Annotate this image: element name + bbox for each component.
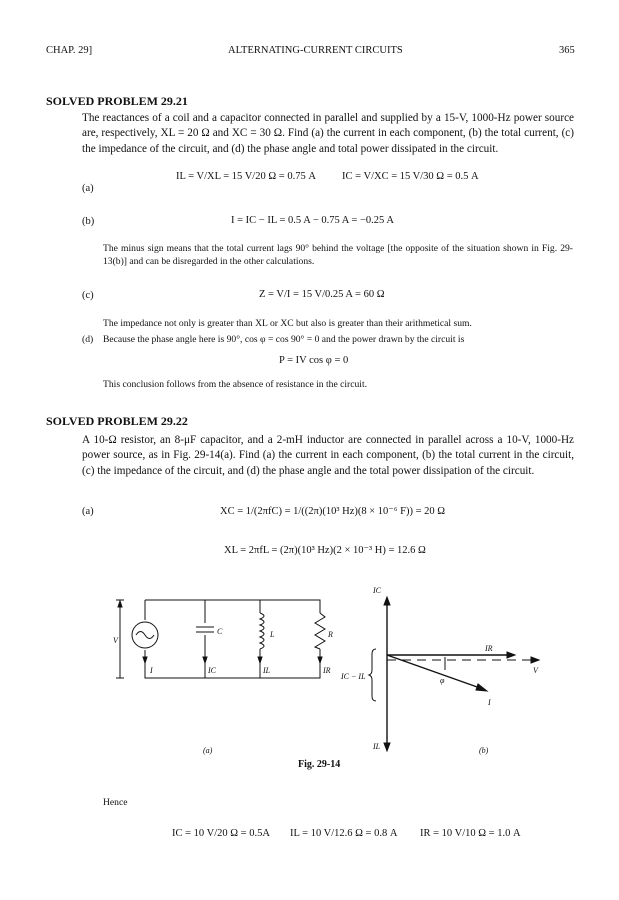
problem-2922-statement: [82, 433, 574, 479]
label-c: C: [217, 627, 223, 636]
phasor-label-ic: IC: [373, 586, 381, 595]
label-i: I: [150, 666, 153, 675]
d-note: This conclusion follows from the absence of resistance in the circuit.: [103, 379, 368, 390]
eq-total-current: I = IC − IL = 0.5 A − 0.75 A = −0.25 A: [231, 215, 394, 226]
eq-ic-result: IC = 10 V/20 Ω = 0.5A: [172, 828, 270, 839]
circuit-outline: [145, 600, 320, 678]
eq-xc: XC = 1/(2πfC) = 1/((2π)(10³ Hz)(8 × 10⁻⁶ F)) = 20 Ω: [220, 506, 446, 517]
part-a-label: (a): [82, 183, 94, 194]
phasor-labels: [340, 586, 539, 755]
problem-2922-heading: SOLVED PROBLEM 29.22: [46, 414, 188, 428]
eq-ir-result: IR = 10 V/10 Ω = 1.0 A: [420, 828, 521, 839]
eq-il-result: IL = 10 V/12.6 Ω = 0.8 A: [290, 828, 398, 839]
problem-2921-text: The reactances of a coil and a capacitor connected in parallel and supplied by a 15-V, 1000-Hz power source are, respectively, XL = 20 Ω and XC = 30 Ω. Find (a) the current in each component, (b) the total current, (c) the impedance of the circuit, and (d) the phase angle and total power dissipated in the circuit.: [82, 112, 574, 155]
d-text: Because the phase angle here is 90°, cos φ = cos 90° = 0 and the power drawn by the circuit is: [103, 334, 465, 345]
phasor-label-il: IL: [373, 742, 381, 751]
label-il: IL: [263, 666, 271, 675]
eq-ic: IC = V/XC = 15 V/30 Ω = 0.5 A: [342, 171, 479, 182]
eq-power: P = IV cos φ = 0: [279, 355, 349, 366]
phasor-label-i: I: [488, 698, 491, 707]
hence-label: Hence: [103, 797, 128, 808]
part-d-label: (d): [82, 334, 94, 345]
phasor-label-ir: IR: [485, 644, 493, 653]
figure-29-14: [105, 585, 555, 785]
eq-il: IL = V/XL = 15 V/20 Ω = 0.75 A: [176, 171, 316, 182]
label-l: L: [270, 630, 275, 639]
phasor-label-ic-il: IC − IL: [341, 672, 366, 681]
running-title: ALTERNATING-CURRENT CIRCUITS: [228, 45, 403, 56]
eq-xl: XL = 2πfL = (2π)(10³ Hz)(2 × 10⁻³ H) = 12.6 Ω: [224, 545, 426, 556]
label-v: V: [113, 636, 118, 645]
label-ir: IR: [323, 666, 331, 675]
circuit-diagram: [116, 600, 326, 678]
subcaption-a: (a): [203, 746, 213, 755]
problem-2921-statement: [82, 111, 574, 157]
phasor-label-v: V: [533, 666, 538, 675]
label-r: R: [328, 630, 333, 639]
figure-caption: Fig. 29-14: [298, 759, 341, 770]
eq-impedance: Z = V/I = 15 V/0.25 A = 60 Ω: [259, 289, 385, 300]
label-ic: IC: [208, 666, 216, 675]
running-chapter: CHAP. 29]: [46, 45, 93, 56]
page-number: 365: [559, 45, 575, 56]
phasor-label-phi: φ: [440, 676, 445, 685]
part-c-label: (c): [82, 290, 94, 301]
problem-2922-text: A 10-Ω resistor, an 8-μF capacitor, and a 2-mH inductor are connected in parallel across a 10-V, 1000-Hz power source, as in Fig. 29-14(a). Find (a) the current in each component, (b) the total current in the circuit, (c) the impedance of the circuit, and (d) the phase angle and the total power dissipation of the circuit.: [82, 434, 574, 477]
subcaption-b: (b): [479, 746, 489, 755]
b-note: The minus sign means that the total current lags 90° behind the voltage [the opposite of the situation shown in Fig. 29-13(b)] and can be disregarded in the other calculations.: [103, 243, 573, 267]
phasor-diagram: [369, 597, 539, 751]
part-b-label: (b): [82, 216, 95, 227]
problem-2921-heading: SOLVED PROBLEM 29.21: [46, 94, 188, 108]
c-note: The impedance not only is greater than XL or XC but also is greater than their arithmetical sum.: [103, 318, 472, 329]
p2-part-a-label: (a): [82, 506, 94, 517]
